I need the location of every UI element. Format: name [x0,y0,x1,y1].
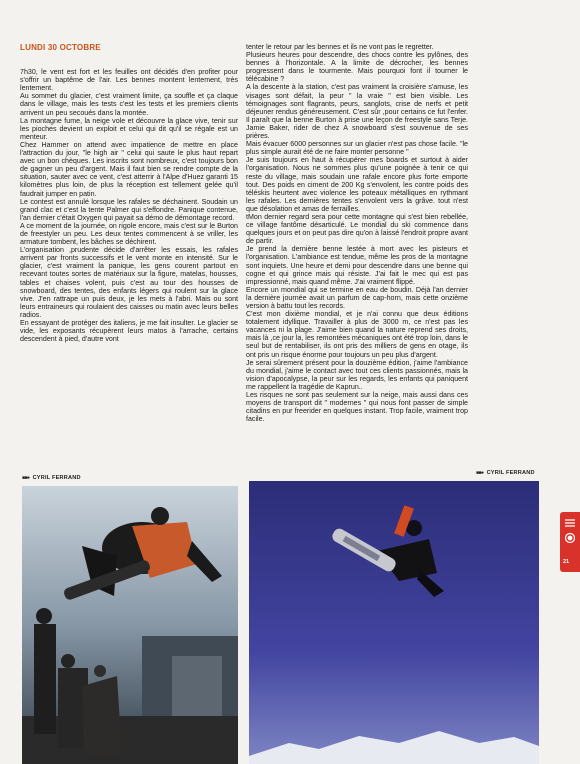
article-column-right [246,43,468,423]
photo-aerial-jump-image [249,481,539,764]
paragraph: Mais évacuer 6000 personnes sur un glacier n'est pas chose facile. "le plus simple aurait été de ne faire monter personne " [246,140,468,157]
paragraph: A ce moment de la journée, on rigole encore, mais c'est sur le Burton de freestyler un peu. Les deux tentes commencent à se vriller, les armature tombent, les bâches se déchirent. [20,221,238,247]
paragraph: tenter le retour par les bennes et ils ne vont pas le regretter. [246,43,434,51]
camera-mark-icon: ■■● [22,475,30,481]
paragraph: 7h30, le vent est fort et les feuilles ont décidés d'en profiter pour s'offrir un baptême de l'air. Les bennes montent lentement, très lentement. [20,68,238,93]
paragraph: Chez Hammer on attend avec impatience de mettre en place l'attraction du jour, "le high air " celui qui saute le plus haut repart avec un bon chèques. Les inscrits sont nombreux, c'est toujours bon de gagner un peu d'argent. Mais il faut bien se rendre compte de la situation, sauter avec ce vent, c'est atterrir à l'Alpe d'Huez garanti 15 kilomètres plus loin, de plus la réception est tellement gelée qu'il faudrait jumper en patin. [20,140,238,198]
paragraph: Encore un mondial qui se termine en eau de boudin. Déjà l'an dernier la dernière journée avait un parfum de cap-horn, mais cette onzième version à battu tout les records. [246,285,468,310]
paragraph: C'est mon dixième mondial, et je n'ai connu que deux éditions totalement idyllique. Travailler à plus de 3000 m, ce n'est pas les vacances ni la plage. J'aime bien quand la nature reprend ses droits, mais là ,ce jour la, les remontées mécaniques ont été trop loin, dans le seul but de rentabiliser, ils ont pris des milliers de gens en otage, ils ont pris un risque énorme pour toujours un peu plus d'argent. [246,310,468,359]
section-tab [560,512,580,572]
paragraph: Les risques ne sont pas seulement sur la neige, mais aussi dans ces moyens de transport dit " modernes " qui nous font passer de simple citadins en pur freerider en quelques instant. Trop facile, vraiment trop facile. [246,391,468,424]
paragraph: Au sommet du glacier, c'est vraiment limite, ça souffle et ça claque dans le village, mais les tests c'est les tests et les premiers clients arrivent un peu secoués dans la montée. [20,92,238,117]
page-number: 21 [563,559,570,565]
section-tab-icons [560,512,580,556]
photo-credit-text: CYRIL FERRAND [32,475,81,481]
photo-aerial-jump [249,481,539,764]
photo-snowboarder-trick-image [22,486,238,764]
paragraph: tMon dernier regard sera pour cette montagne qui s'est bien rebellée, ce village fantôme désarticulé. Le mondial du ski commence dans quelques jours et on peut pas dire qu'on à laissé l'endroit propre avant de partir. [246,212,468,246]
article-column-left [20,44,238,343]
dateline: LUNDI 30 OCTOBRE [20,43,101,52]
photo-snowboarder-trick [22,486,238,764]
paragraph: A la descente à la station, c'est pas vraiment la croisière s'amuse, les visages sont défait, la peur " la vraie " est bien visible. Les témoignages sont flagrants, peurs, sanglots, crise de nerfs et petit déjeuner rendus généreusement. C'est sûr ,pour certains ce fut l'enfer. Il paraît que la benne Burton à prise une leçon de freestyle sans Terje. Jamie Baker, rider de chez A snowboard s'est souvenue de ses prières. [246,83,468,141]
paragraph: L'organisation ,prudente décide d'arrêter les essais, les rafales arrivent par fronts successifs et le vent monte en intensité. Sur le glacier, c'est vraiment la panique, les gens courent partout en recevant toutes sortes de matériaux sur la figure, matelas, housses, tables et chaises volent, puis c'est au tour des housses de snowboard, des tentes, des enfants légers qui roulent sur la glace vive. J'en rattrape un puis deux, je les mets à l'abri. Mais ou sont leurs entraineurs qui roulaient des caisses ou matin avec leurs belles radios. [20,246,238,319]
paragraph: La montagne fume, la neige vole et découvre la glace vive, tenir sur les pioches devient un exploit et celui qui dit qu'il se régale est un menteur. [20,116,238,141]
camera-mark-icon: ■■● [476,470,484,476]
photo-credit-left [22,475,81,481]
paragraph: Je suis toujours en haut à récupérer mes boards et surtout à aider l'organisation. Nous ne sommes plus qu'une poignée à tenir ce qui reste du village, mais soudain une rafale encore plus forte emporte tout. Des poids en ciment de 200 Kg s'envolent, les contre poids des téléskis heurtent avec violence les poteaux métalliques en rythmant les rafales. Les dernières tentes s'envolent vers la grâve. tout n'est que désolation et amas de ferrailles. [246,156,468,213]
paragraph: Je prend la dernière benne lestée à mort avec les pisteurs et l'organisation. L'ambiance est tendue, même les pros de la montagne sont inquiets. Une heure et demi pour descendre dans une benne qui cogne et qui grince mais qui résiste. J'ai fait le mec qui est pas impressionné, mais quand même. J'ai vraiment flippé. [246,245,468,286]
paragraph: En essayant de protéger des italiens, je me fait insulter. Le glacier se vide, les exposants récupèrent leurs matos à l'arrache, certains descendent à pied, d'autre vont [20,319,238,344]
stripes-icon [565,520,575,526]
paragraph: Je serai sûrement présent pour la douzième édition, j'aime l'ambiance du mondial, j'aime le contact avec tout ces clients passionnés, mais la vision d'apocalypse, la peur sur les regards, les enfants qui paniquent me rappellent la tragédie de Kaprun.. [246,358,468,391]
photo-credit-text: CYRIL FERRAND [486,470,535,476]
paragraph: Le contest est annulé lorsque les rafales se déchainent. Soudain un grand clac et c'est la tente Palmer qui s'effondre. Panique contenue, l'an dernier c'était Oxygen qui payait sa démo de démontage record. [20,197,238,222]
paragraph: Plusieurs heures pour descendre, des chocs contre les pylônes, des bennes à l'horizontale. A la limite de décrocher, les bennes progressent dans le tourmente. Mais pourquoi font il tourner le télécabine ? [246,51,468,84]
photo-credit-right [476,470,535,476]
